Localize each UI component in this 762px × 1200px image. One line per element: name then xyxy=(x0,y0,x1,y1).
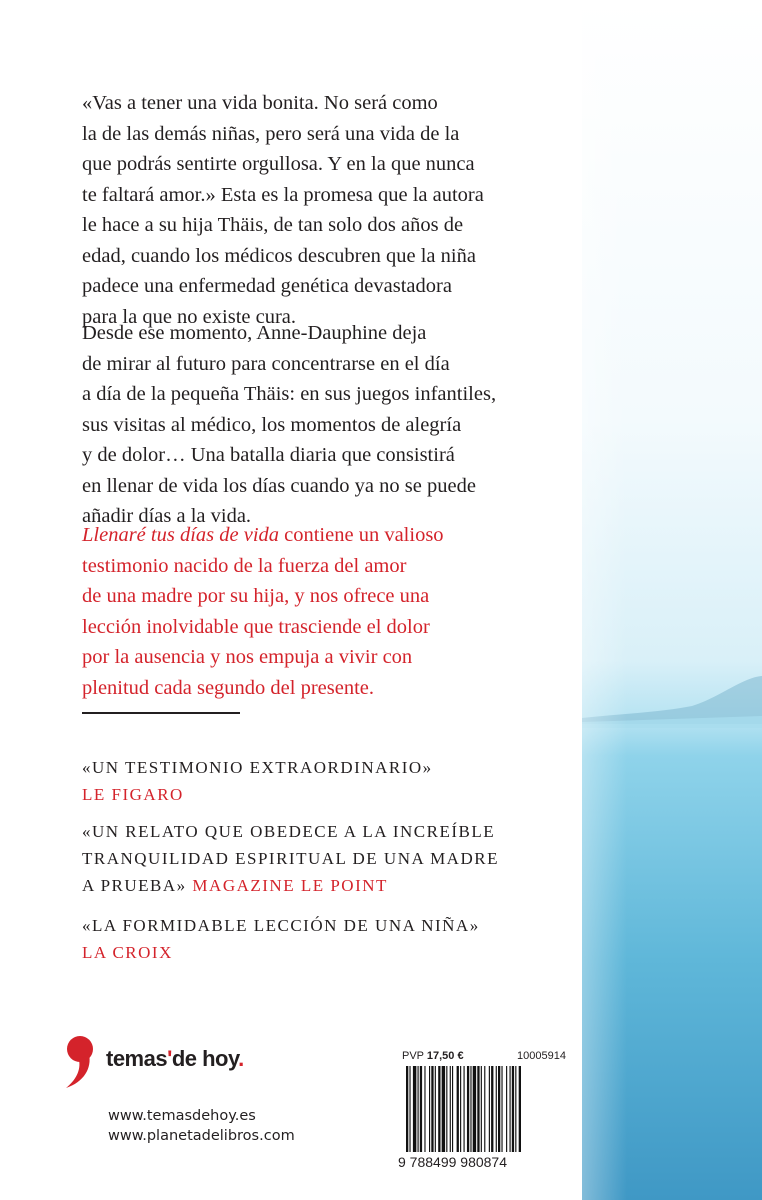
publisher-logo xyxy=(62,1030,282,1090)
barcode-bar xyxy=(431,1066,433,1152)
quote-line xyxy=(82,872,499,899)
barcode-bar xyxy=(460,1066,461,1152)
barcode-bar xyxy=(467,1066,469,1152)
barcode-bar xyxy=(470,1066,471,1152)
wordmark-part: de hoy xyxy=(171,1046,239,1071)
publisher-wordmark xyxy=(106,1046,244,1072)
blurb-line: le hace a su hija Thäis, de tan solo dos años de xyxy=(82,214,464,236)
barcode-bar xyxy=(477,1066,479,1152)
price-label xyxy=(402,1050,464,1062)
barcode-block xyxy=(398,1050,566,1170)
blurb-line: Desde ese momento, Anne-Dauphine deja xyxy=(82,322,427,344)
blurb-line: te faltará amor.» Esta es la promesa que la autora xyxy=(82,183,484,206)
barcode-bar xyxy=(406,1066,408,1152)
barcode-bar xyxy=(429,1066,430,1152)
blurb-line: plenitud cada segundo del presente. xyxy=(82,676,375,699)
barcode-bar xyxy=(496,1066,497,1152)
publisher-urls xyxy=(108,1106,295,1146)
quote-text: «LA FORMIDABLE LECCIÓN DE UNA NIÑA» xyxy=(82,916,480,935)
quote-source: LA CROIX xyxy=(82,943,173,962)
barcode-bar xyxy=(409,1066,410,1152)
blurb-line: por la ausencia y nos empuja a vivir con xyxy=(82,646,413,668)
barcode-bar xyxy=(481,1066,482,1152)
barcode-bar xyxy=(512,1066,514,1152)
comma-logo-icon xyxy=(62,1030,102,1090)
barcode-bar xyxy=(515,1066,516,1152)
quote-text: «UN RELATO QUE OBEDECE A LA INCREÍBLE xyxy=(82,822,496,841)
barcode-bar xyxy=(418,1066,419,1152)
barcode-bar xyxy=(501,1066,502,1152)
barcode-bar xyxy=(413,1066,416,1152)
quote-text: TRANQUILIDAD ESPIRITUAL DE UNA MADRE xyxy=(82,849,499,868)
blurb-paragraph-1 xyxy=(82,88,552,332)
blurb-paragraph-3 xyxy=(82,520,552,703)
barcode-bar xyxy=(491,1066,493,1152)
product-code: 10005914 xyxy=(517,1050,566,1062)
isbn-digits: 9 788499 980874 xyxy=(398,1154,507,1170)
barcode-bar xyxy=(446,1066,447,1152)
quote-source: LE FIGARO xyxy=(82,785,184,804)
blurb-line: que podrás sentirte orgullosa. Y en la que nunca xyxy=(82,153,475,175)
barcode-bar xyxy=(519,1066,521,1152)
blurb-line: de una madre por su hija, y nos ofrece una xyxy=(82,585,430,607)
quote-source: MAGAZINE LE POINT xyxy=(192,876,388,895)
barcode-bar xyxy=(484,1066,485,1152)
barcode-bar xyxy=(452,1066,453,1152)
url-link[interactable]: www.temasdehoy.es xyxy=(108,1108,256,1124)
barcode-bar xyxy=(498,1066,500,1152)
barcode-bar xyxy=(457,1066,459,1152)
blurb-paragraph-2 xyxy=(82,318,552,532)
wordmark-quote: ' xyxy=(167,1046,172,1071)
blurb-line: añadir días a la vida. xyxy=(82,505,252,527)
press-quote-1 xyxy=(82,754,433,808)
blurb-line: «Vas a tener una vida bonita. No será como xyxy=(82,92,438,114)
barcode-image xyxy=(398,1066,566,1166)
book-title: Llenaré tus días de vida xyxy=(82,524,280,546)
barcode-bar xyxy=(424,1066,425,1152)
blurb-line: padece una enfermedad genética devastadora xyxy=(82,275,452,297)
barcode-bar xyxy=(510,1066,511,1152)
barcode-bar xyxy=(506,1066,507,1152)
barcode-bar xyxy=(473,1066,476,1152)
url-link[interactable]: www.planetadelibros.com xyxy=(108,1128,295,1144)
blurb-line: en llenar de vida los días cuando ya no se puede xyxy=(82,474,476,497)
wordmark-part: temas xyxy=(106,1046,168,1071)
blurb-text: contiene un valioso xyxy=(279,524,444,546)
sea-photo-strip xyxy=(582,0,762,1200)
quote-text: «UN TESTIMONIO EXTRAORDINARIO» xyxy=(82,758,433,777)
press-quote-3 xyxy=(82,912,480,966)
barcode-bar xyxy=(450,1066,451,1152)
barcode-bar xyxy=(489,1066,490,1152)
wordmark-dot: . xyxy=(238,1046,244,1071)
blurb-line: sus visitas al médico, los momentos de alegría xyxy=(82,413,462,436)
press-quote-2 xyxy=(82,818,499,899)
barcode-bar xyxy=(442,1066,445,1152)
blurb-line: lección inolvidable que trasciende el dolor xyxy=(82,615,430,638)
blurb-line: edad, cuando los médicos descubren que la niña xyxy=(82,244,476,267)
blurb-line: de mirar al futuro para concentrarse en el día xyxy=(82,352,450,375)
divider-rule xyxy=(82,712,240,714)
blurb-line xyxy=(82,520,552,551)
blurb-line: testimonio nacido de la fuerza del amor xyxy=(82,554,407,577)
quote-text: A PRUEBA» xyxy=(82,876,187,895)
pvp-label: PVP xyxy=(402,1050,424,1062)
barcode-bar xyxy=(420,1066,422,1152)
barcode-bar xyxy=(438,1066,440,1152)
blurb-line: la de las demás niñas, pero será una vida de la xyxy=(82,122,460,145)
blurb-line: y de dolor… Una batalla diaria que consistirá xyxy=(82,444,455,466)
blurb-line: para la que no existe cura. xyxy=(82,305,297,328)
barcode-bar xyxy=(464,1066,465,1152)
blurb-line: a día de la pequeña Thäis: en sus juegos infantiles, xyxy=(82,383,497,405)
price-value: 17,50 € xyxy=(426,1050,464,1062)
barcode-bar xyxy=(435,1066,436,1152)
